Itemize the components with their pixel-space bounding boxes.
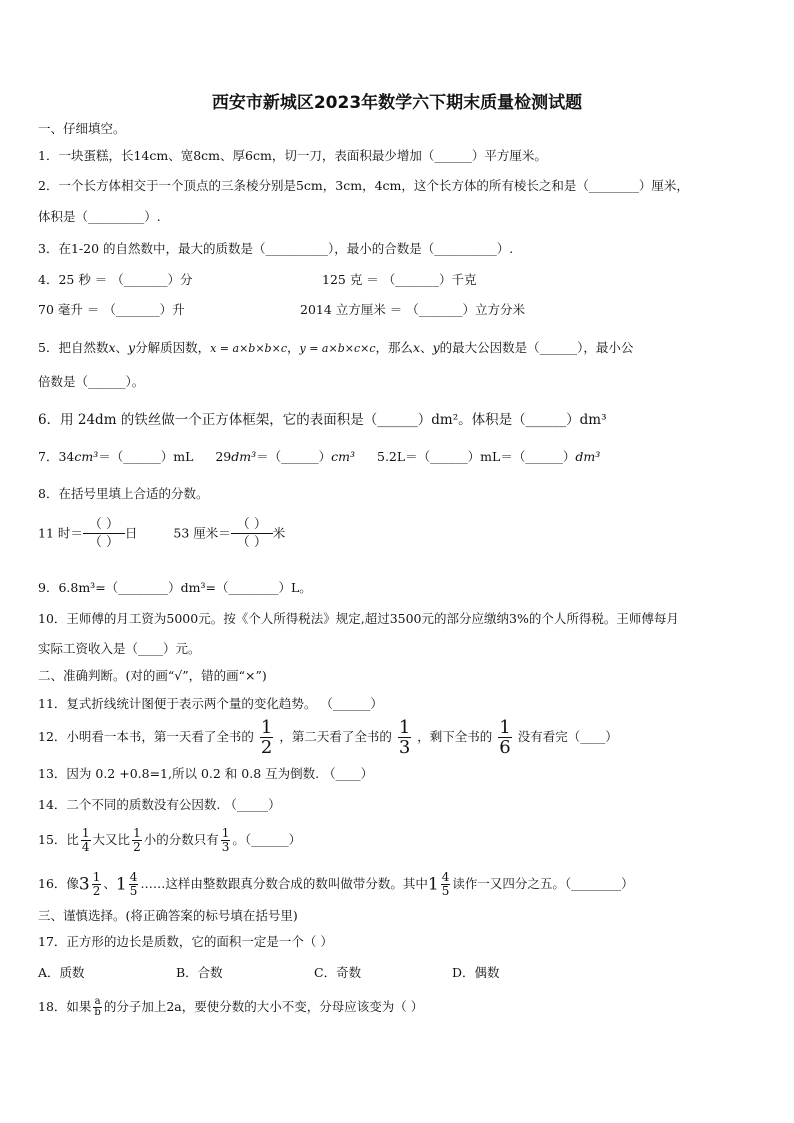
denominator: b — [94, 1007, 101, 1018]
var-x: x — [108, 340, 116, 355]
section-2-heading: 二、准确判断。(对的画“√”，错的画“×”) — [38, 668, 267, 683]
formula-y: y = a×b×c×c — [299, 342, 376, 355]
fraction-4-5 — [441, 871, 451, 898]
var-x: x — [413, 340, 421, 355]
blank-fraction — [231, 516, 273, 551]
denominator: 3 — [398, 737, 411, 758]
var-y: y — [432, 340, 440, 355]
blank-denominator: （ ） — [88, 535, 119, 550]
q18-text: 18．如果 — [38, 999, 92, 1014]
numerator: a — [94, 996, 101, 1007]
var-y: y — [128, 340, 136, 355]
mixed-integer: 1 — [427, 874, 439, 895]
numerator: 1 — [81, 826, 90, 840]
unit-dm3: dm³ — [231, 449, 257, 464]
q16-text: 16．像 — [38, 876, 79, 891]
blank-numerator: （ ） — [88, 517, 119, 532]
q5-text: 分解质因数， — [135, 340, 211, 355]
question-8: 8．在括号里填上合适的分数。 — [38, 486, 209, 501]
q7-text: 7．34 — [38, 449, 75, 464]
numerator: 4 — [441, 870, 450, 884]
question-15 — [38, 822, 301, 858]
denominator: 5 — [441, 884, 450, 898]
numerator: 1 — [398, 717, 411, 738]
option-a: A．质数 — [38, 965, 85, 980]
numerator: 1 — [92, 870, 101, 884]
denominator: 2 — [92, 884, 101, 898]
fraction-1-6 — [498, 718, 511, 757]
q8-text: 11 时＝ — [38, 525, 83, 541]
unit-dm3: dm³ — [575, 449, 601, 464]
q15-text: 。（______） — [232, 832, 302, 847]
q5-sep: 、 — [115, 340, 129, 355]
denominator: 4 — [81, 840, 90, 854]
q7-text: 29 — [215, 449, 232, 464]
question-7 — [38, 449, 600, 465]
denominator: 2 — [260, 737, 273, 758]
q12-text: 12．小明看一本书，第一天看了全书的 — [38, 729, 254, 744]
fraction-1-2 — [92, 871, 102, 898]
numerator: 1 — [260, 717, 273, 738]
question-3: 3．在1-20 的自然数中，最大的质数是（__________），最小的合数是（__________）. — [38, 241, 514, 256]
option-d: D．偶数 — [452, 965, 500, 980]
q7-text: 5.2L＝（______）mL＝（______） — [377, 449, 576, 464]
q8-unit: 日 — [124, 525, 138, 541]
question-17: 17．正方形的边长是质数，它的面积一定是一个（ ） — [38, 934, 333, 949]
question-17-options — [38, 965, 590, 981]
section-1-heading: 一、仔细填空。 — [38, 121, 126, 136]
numerator: 4 — [129, 870, 138, 884]
denominator: 2 — [133, 840, 141, 854]
question-2-line-2: 体积是（_________）. — [38, 209, 161, 224]
fraction-1-3 — [221, 827, 231, 854]
option-c: C．奇数 — [314, 965, 362, 980]
q8-unit: 米 — [272, 525, 286, 541]
question-4-d: 2014 立方厘米 ＝ （_______）立方分米 — [300, 302, 525, 317]
question-4-b: 125 克 ＝ （_______）千克 — [322, 272, 477, 287]
numerator: 1 — [221, 826, 230, 840]
unit-cm3: cm³ — [331, 449, 356, 464]
question-10-line-1: 10．王师傅的月工资为5000元。按《个人所得税法》规定,超过3500元的部分应缴纳3%的个人所得税。王师傅每月 — [38, 611, 679, 626]
page-title: 西安市新城区2023年数学六下期末质量检测试题 — [211, 93, 583, 113]
q5-sep: 、 — [420, 340, 433, 355]
question-12 — [38, 718, 618, 757]
q12-text: 没有看完（____） — [517, 729, 618, 744]
fraction-1-2 — [260, 718, 273, 757]
fraction-1-3 — [398, 718, 411, 757]
fraction-1-2 — [132, 827, 142, 854]
q16-text: 、 — [103, 876, 116, 891]
q15-text: 大又比 — [92, 832, 131, 847]
q7-text: ＝（______）mL — [98, 449, 194, 464]
question-4-a: 4．25 秒 ＝ （_______）分 — [38, 272, 193, 287]
q12-text: ，剩下全书的 — [417, 729, 493, 744]
q16-text: ……这样由整数跟真分数合成的数叫做带分数。其中 — [140, 876, 428, 891]
mixed-integer: 1 — [115, 874, 127, 895]
q5-text: 5．把自然数 — [38, 340, 109, 355]
fraction-a-b — [93, 997, 101, 1018]
blank-denominator: （ ） — [236, 535, 267, 550]
q16-text: 读作一又四分之五。（________） — [452, 876, 634, 891]
question-4-c: 70 毫升 ＝ （_______）升 — [38, 302, 185, 317]
question-5-line-2: 倍数是（______）。 — [38, 374, 145, 389]
denominator: 5 — [129, 884, 138, 898]
q12-text: ，第二天看了全书的 — [279, 729, 392, 744]
q5-sep: ， — [286, 340, 300, 355]
question-10-line-2: 实际工资收入是（____）元。 — [38, 641, 201, 656]
numerator: 1 — [499, 717, 511, 738]
q5-text: 的最大公因数是（______），最小公 — [439, 340, 634, 355]
question-5-line-1 — [38, 340, 633, 357]
question-6: 6．用 24dm 的铁丝做一个正方体框架，它的表面积是（______）dm²。体积是（______）dm³ — [38, 412, 607, 428]
formula-x: x = a×b×b×c — [210, 342, 287, 355]
question-16 — [38, 866, 634, 903]
numerator: 1 — [133, 826, 141, 840]
q15-text: 小的分数只有 — [143, 832, 219, 847]
q7-text: ＝（______） — [256, 449, 332, 464]
question-18 — [38, 992, 423, 1022]
denominator: 3 — [221, 840, 230, 854]
unit-cm3: cm³ — [74, 449, 99, 464]
blank-numerator: （ ） — [236, 517, 267, 532]
question-13: 13．因为 0.2 +0.8=1,所以 0.2 和 0.8 互为倒数. （____） — [38, 766, 374, 781]
q5-text: ，那么 — [375, 340, 414, 355]
q18-text: 的分子加上2a，要使分数的大小不变，分母应该变为（ ） — [103, 999, 424, 1014]
question-1: 1．一块蛋糕，长14cm、宽8cm、厚6cm，切一刀，表面积最少增加（______）平方厘米。 — [38, 148, 547, 163]
blank-fraction — [83, 516, 125, 551]
q8-text: 53 厘米＝ — [173, 525, 231, 541]
section-3-heading: 三、谨慎选择。(将正确答案的标号填在括号里) — [38, 908, 298, 923]
question-8-blanks — [38, 516, 285, 551]
question-11: 11．复式折线统计图便于表示两个量的变化趋势。 （______） — [38, 696, 383, 711]
q15-text: 15．比 — [38, 832, 79, 847]
option-b: B．合数 — [176, 965, 223, 980]
mixed-integer: 3 — [78, 874, 90, 895]
question-9: 9．6.8m³=（________）dm³=（________）L。 — [38, 580, 312, 595]
fraction-1-4 — [81, 827, 91, 854]
question-14: 14．二个不同的质数没有公因数. （_____） — [38, 797, 281, 812]
fraction-4-5 — [129, 871, 139, 898]
question-2-line-1: 2．一个长方体相交于一个顶点的三条棱分别是5cm，3cm，4cm，这个长方体的所有棱长之和是（________）厘米， — [38, 178, 689, 193]
denominator: 6 — [499, 737, 511, 758]
